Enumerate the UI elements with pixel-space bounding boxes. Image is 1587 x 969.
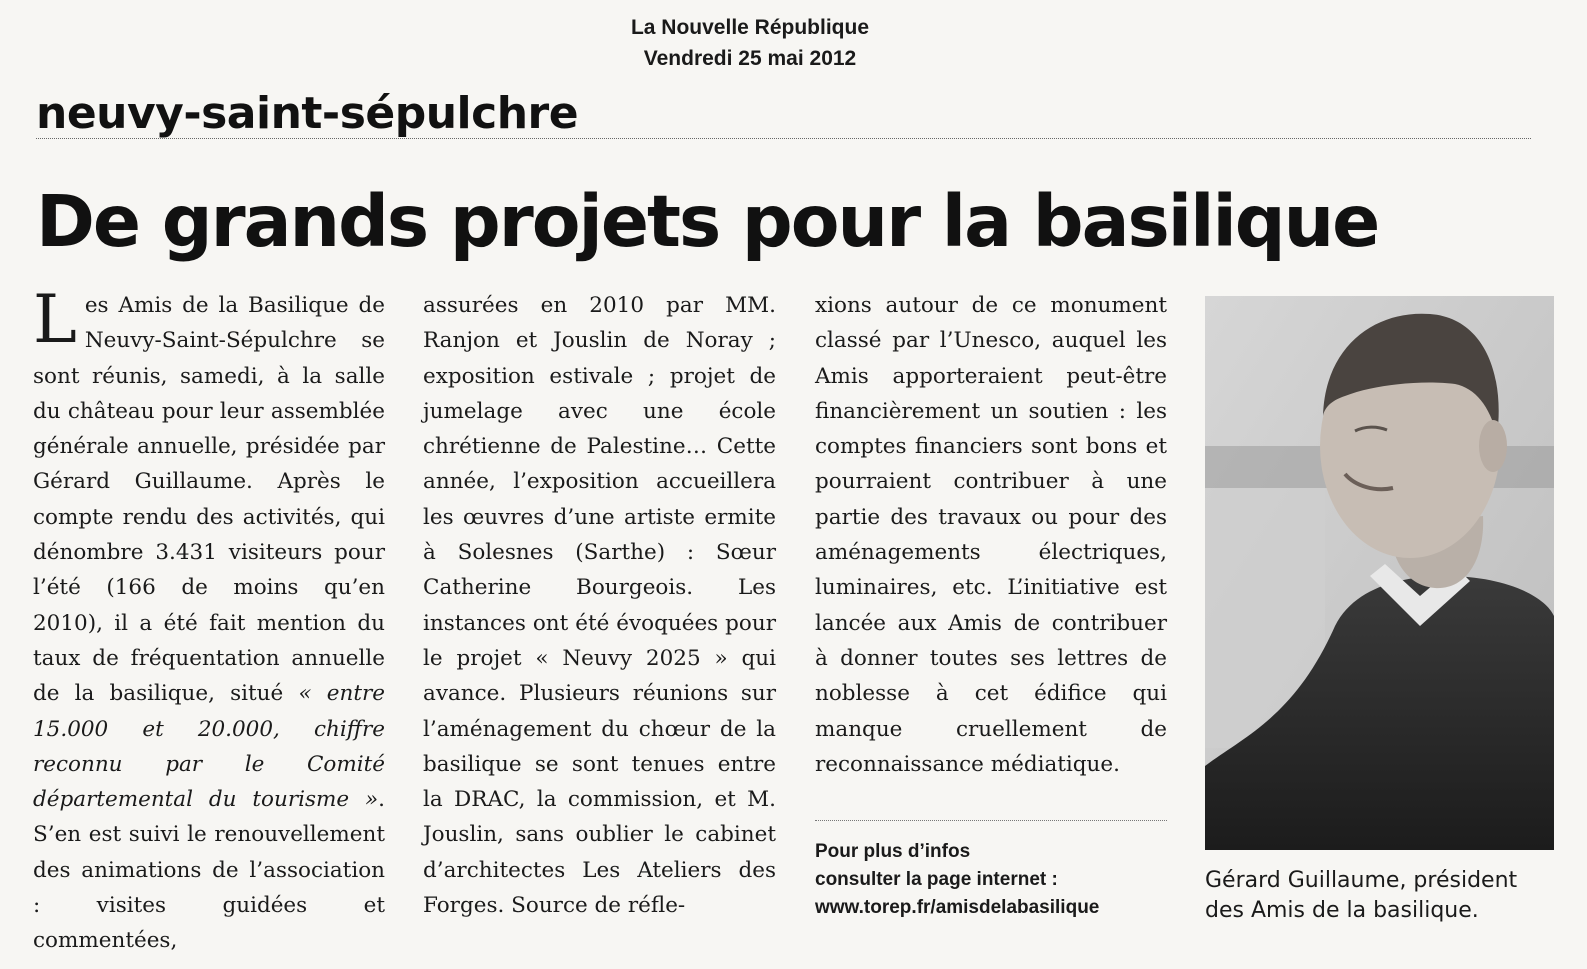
- info-line-1: Pour plus d’infos: [815, 841, 971, 862]
- publication-date: Vendredi 25 mai 2012: [643, 47, 857, 70]
- info-divider: [815, 820, 1167, 821]
- portrait-photo: [1205, 296, 1554, 850]
- info-url: www.torep.fr/amisdelabasilique: [815, 897, 1100, 918]
- caption-line-2: des Amis de la basilique.: [1205, 898, 1479, 923]
- drop-cap: L: [33, 281, 77, 358]
- article-text-1a: es Amis de la Basilique de Neuvy-Saint-Sépulchre se sont réunis, samedi, à la salle du château pour leur assemblée générale annuelle, présidée par Gérard Guillaume. Après le compte rendu des activités, qui dénombre 3.431 visiteurs pour l’été (166 de moins qu’en 2010), il a été fait mention du taux de fréquentation annuelle de la basilique, situé: [33, 293, 385, 707]
- photo-caption: [1205, 866, 1565, 926]
- article-column-3: [815, 288, 1167, 782]
- article-quote: « entre 15.000 et 20.000, chiffre reconnu par le Comité départemental du tourisme »: [33, 681, 385, 813]
- caption-line-1: Gérard Guillaume, président: [1205, 868, 1518, 893]
- masthead: [0, 12, 1500, 74]
- portrait-image: [1205, 296, 1554, 850]
- info-line-2: consulter la page internet :: [815, 869, 1058, 890]
- newspaper-name: La Nouvelle République: [630, 16, 870, 39]
- info-box: [815, 838, 1195, 922]
- section-title: neuvy-saint-sépulchre: [36, 88, 579, 139]
- article-column-2: [423, 288, 776, 923]
- article-column-1: [33, 281, 385, 959]
- section-divider: [36, 138, 1531, 139]
- article-text-3: xions autour de ce monument classé par l’Unesco, auquel les Amis apporteraient peut-être financièrement un soutien : les comptes financiers sont bons et pourraient contribuer à une partie des travaux ou pour des aménagements électriques, luminaires, etc. L’initiative est lancée aux Amis de contribuer à donner toutes ses lettres de noblesse à cet édifice qui manque cruellement de reconnaissance médiatique.: [815, 293, 1167, 777]
- headline: De grands projets pour la basilique: [36, 180, 1379, 263]
- article-text-1b: . S’en est suivi le renouvellement des animations de l’association : visites guidées et commentées,: [33, 787, 385, 954]
- article-text-2: assurées en 2010 par MM. Ranjon et Jouslin de Noray ; exposition estivale ; projet de jumelage avec une école chrétienne de Palestine… Cette année, l’exposition accueillera les œuvres d’une artiste ermite à Solesnes (Sarthe) : Sœur Catherine Bourgeois. Les instances ont été évoquées pour le projet « Neuvy 2025 » qui avance. Plusieurs réunions sur l’aménagement du chœur de la basilique se sont tenues entre la DRAC, la commission, et M. Jouslin, sans oublier le cabinet d’architectes Les Ateliers des Forges. Source de réfle-: [423, 293, 776, 919]
